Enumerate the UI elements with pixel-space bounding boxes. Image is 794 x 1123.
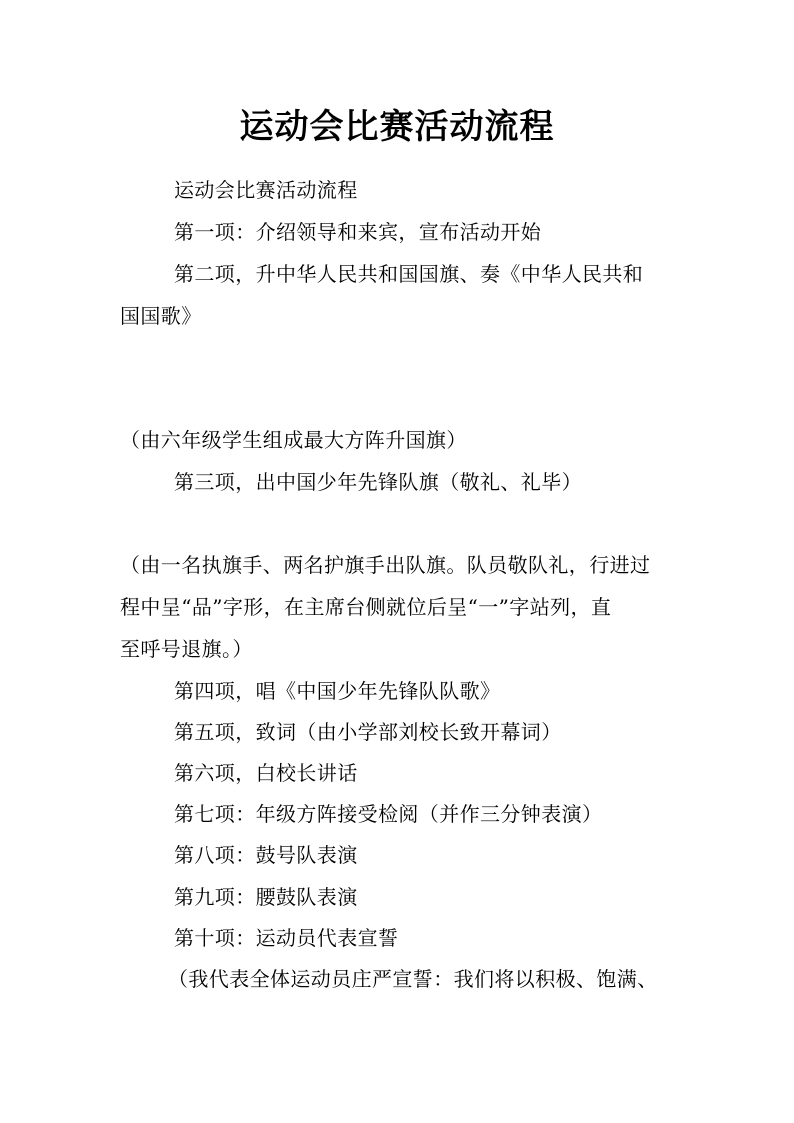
paragraph-line: 第八项：鼓号队表演 <box>174 843 358 867</box>
paragraph-line: （由六年级学生组成最大方阵升国旗） <box>120 428 467 452</box>
paragraph-line: 第十项：运动员代表宣誓 <box>174 926 399 950</box>
paragraph-line: 第一项：介绍领导和来宾，宣布活动开始 <box>174 220 542 244</box>
paragraph-line: （我代表全体运动员庄严宣誓：我们将以积极、饱满、 <box>168 967 658 991</box>
paragraph-line: 运动会比赛活动流程 <box>174 178 358 202</box>
paragraph-line: （由一名执旗手、两名护旗手出队旗。队员敬队礼，行进过 <box>120 553 651 577</box>
paragraph-line: 第九项：腰鼓队表演 <box>174 885 358 909</box>
paragraph-line: 第五项，致词（由小学部刘校长致开幕词） <box>174 720 562 744</box>
paragraph-line: 第二项，升中华人民共和国国旗、奏《中华人民共和 <box>174 262 644 286</box>
paragraph-line: 至呼号退旗。） <box>120 637 253 661</box>
paragraph-line: 第七项：年级方阵接受检阅（并作三分钟表演） <box>174 802 603 826</box>
paragraph-line: 第六项，白校长讲话 <box>174 761 358 785</box>
paragraph-line: 国国歌》 <box>120 304 202 328</box>
paragraph-line: 第四项，唱《中国少年先锋队队歌》 <box>174 679 501 703</box>
paragraph-line: 第三项，出中国少年先锋队旗（敬礼、礼毕） <box>174 470 582 494</box>
document-title: 运动会比赛活动流程 <box>239 107 555 147</box>
paragraph-line: 程中呈“品”字形，在主席台侧就位后呈“一”字站列，直 <box>120 595 612 619</box>
